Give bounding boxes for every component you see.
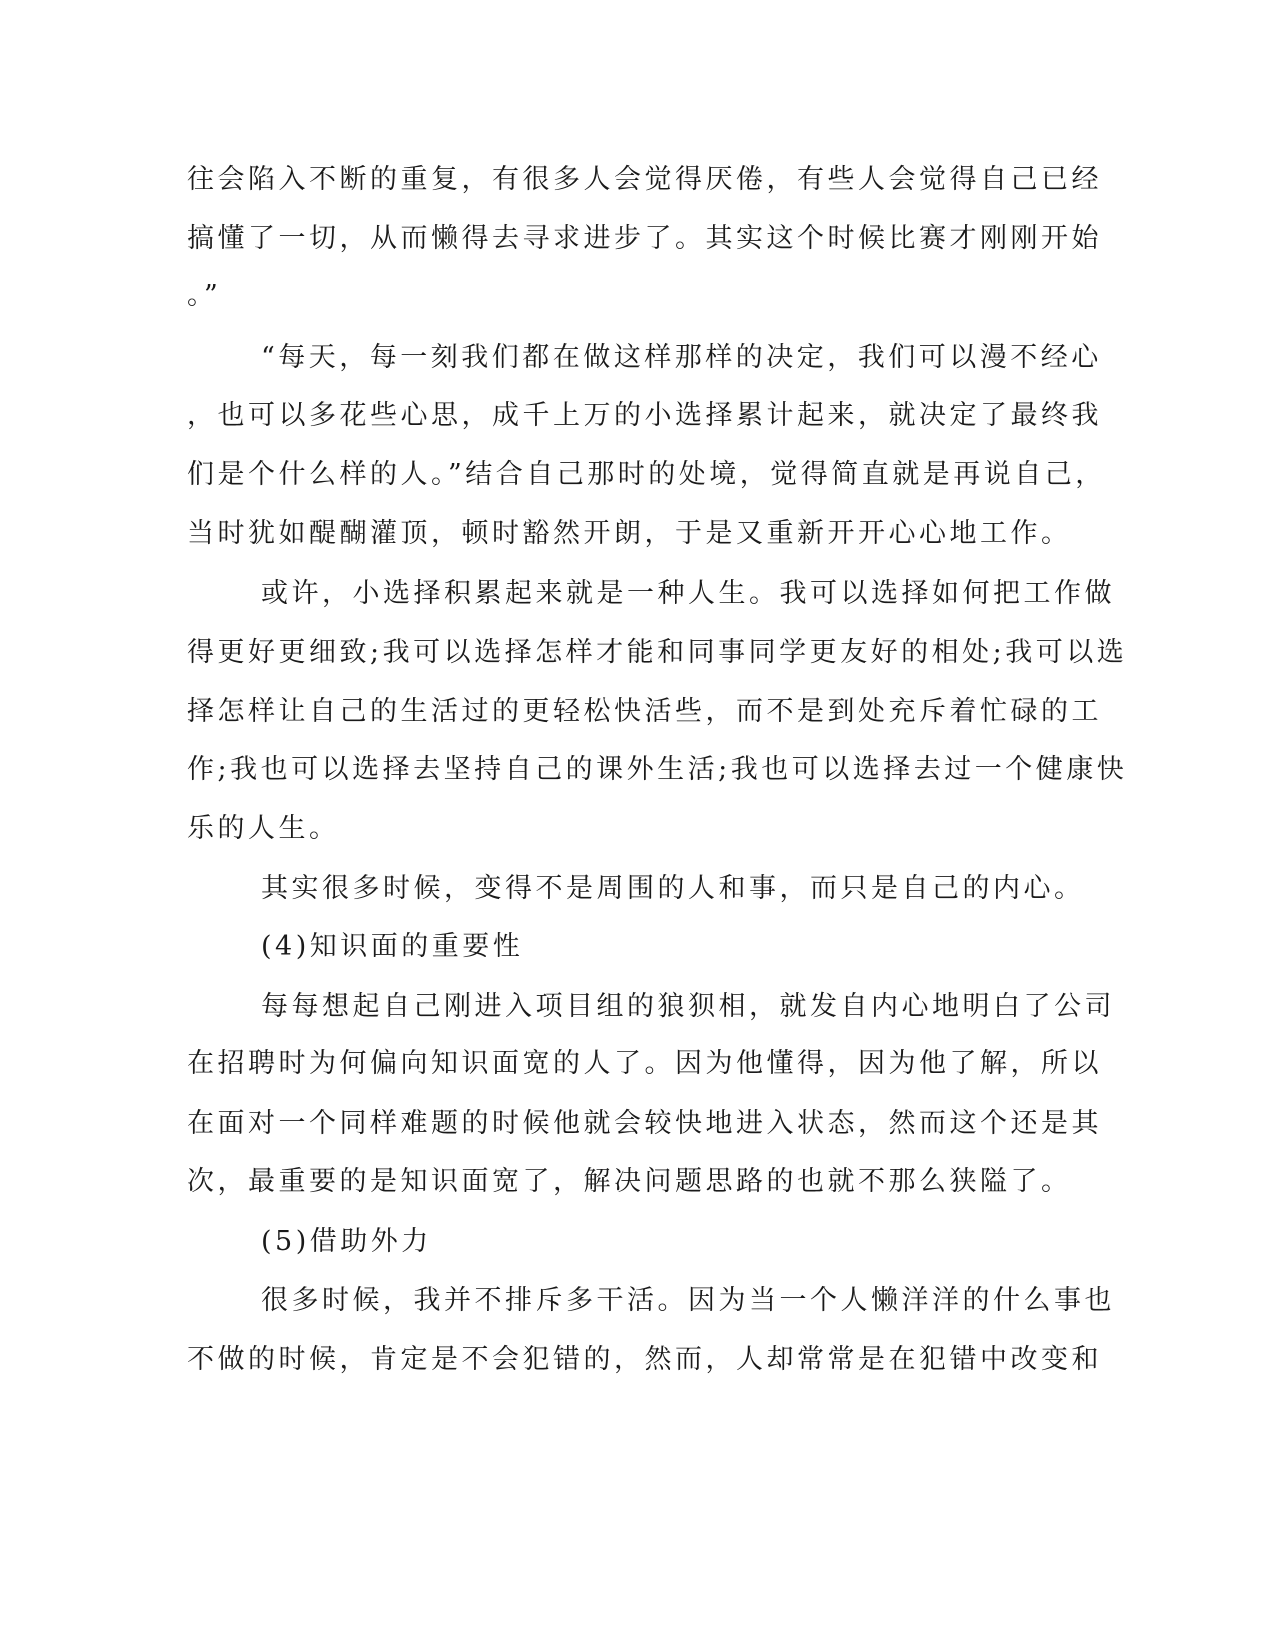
text-line: 或许，小选择积累起来就是一种人生。我可以选择如何把工作做 <box>261 578 1115 609</box>
text-line: 作;我也可以选择去坚持自己的课外生活;我也可以选择去过一个健康快 <box>187 754 1128 785</box>
text-line: “每天，每一刻我们都在做这样那样的决定，我们可以漫不经心 <box>261 342 1102 373</box>
text-line: 得更好更细致;我可以选择怎样才能和同事同学更友好的相处;我可以选 <box>187 637 1128 668</box>
text-line: 往会陷入不断的重复，有很多人会觉得厌倦，有些人会觉得自己已经 <box>187 164 1102 195</box>
text-line: 。” <box>187 280 222 311</box>
text-line: 在招聘时为何偏向知识面宽的人了。因为他懂得，因为他了解，所以 <box>187 1048 1102 1079</box>
text-line: 很多时候，我并不排斥多干活。因为当一个人懒洋洋的什么事也 <box>261 1285 1115 1316</box>
text-line: 搞懂了一切，从而懒得去寻求进步了。其实这个时候比赛才刚刚开始 <box>187 223 1102 254</box>
section-heading: (4)知识面的重要性 <box>261 931 524 962</box>
section-heading: (5)借助外力 <box>261 1226 432 1257</box>
text-line: 每每想起自己刚进入项目组的狼狈相，就发自内心地明白了公司 <box>261 991 1115 1022</box>
text-line: 不做的时候，肯定是不会犯错的，然而，人却常常是在犯错中改变和 <box>187 1344 1102 1375</box>
text-line: 在面对一个同样难题的时候他就会较快地进入状态，然而这个还是其 <box>187 1108 1102 1139</box>
text-line: 其实很多时候，变得不是周围的人和事，而只是自己的内心。 <box>261 873 1085 904</box>
text-line: ，也可以多花些心思，成千上万的小选择累计起来，就决定了最终我 <box>187 400 1102 431</box>
text-line: 次，最重要的是知识面宽了，解决问题思路的也就不那么狭隘了。 <box>187 1166 1072 1197</box>
text-line: 择怎样让自己的生活过的更轻松快活些，而不是到处充斥着忙碌的工 <box>187 696 1102 727</box>
text-line: 们是个什么样的人。”结合自己那时的处境，觉得简直就是再说自己， <box>187 459 1106 490</box>
text-line: 乐的人生。 <box>187 813 340 844</box>
text-line: 当时犹如醍醐灌顶，顿时豁然开朗，于是又重新开开心心地工作。 <box>187 518 1072 549</box>
